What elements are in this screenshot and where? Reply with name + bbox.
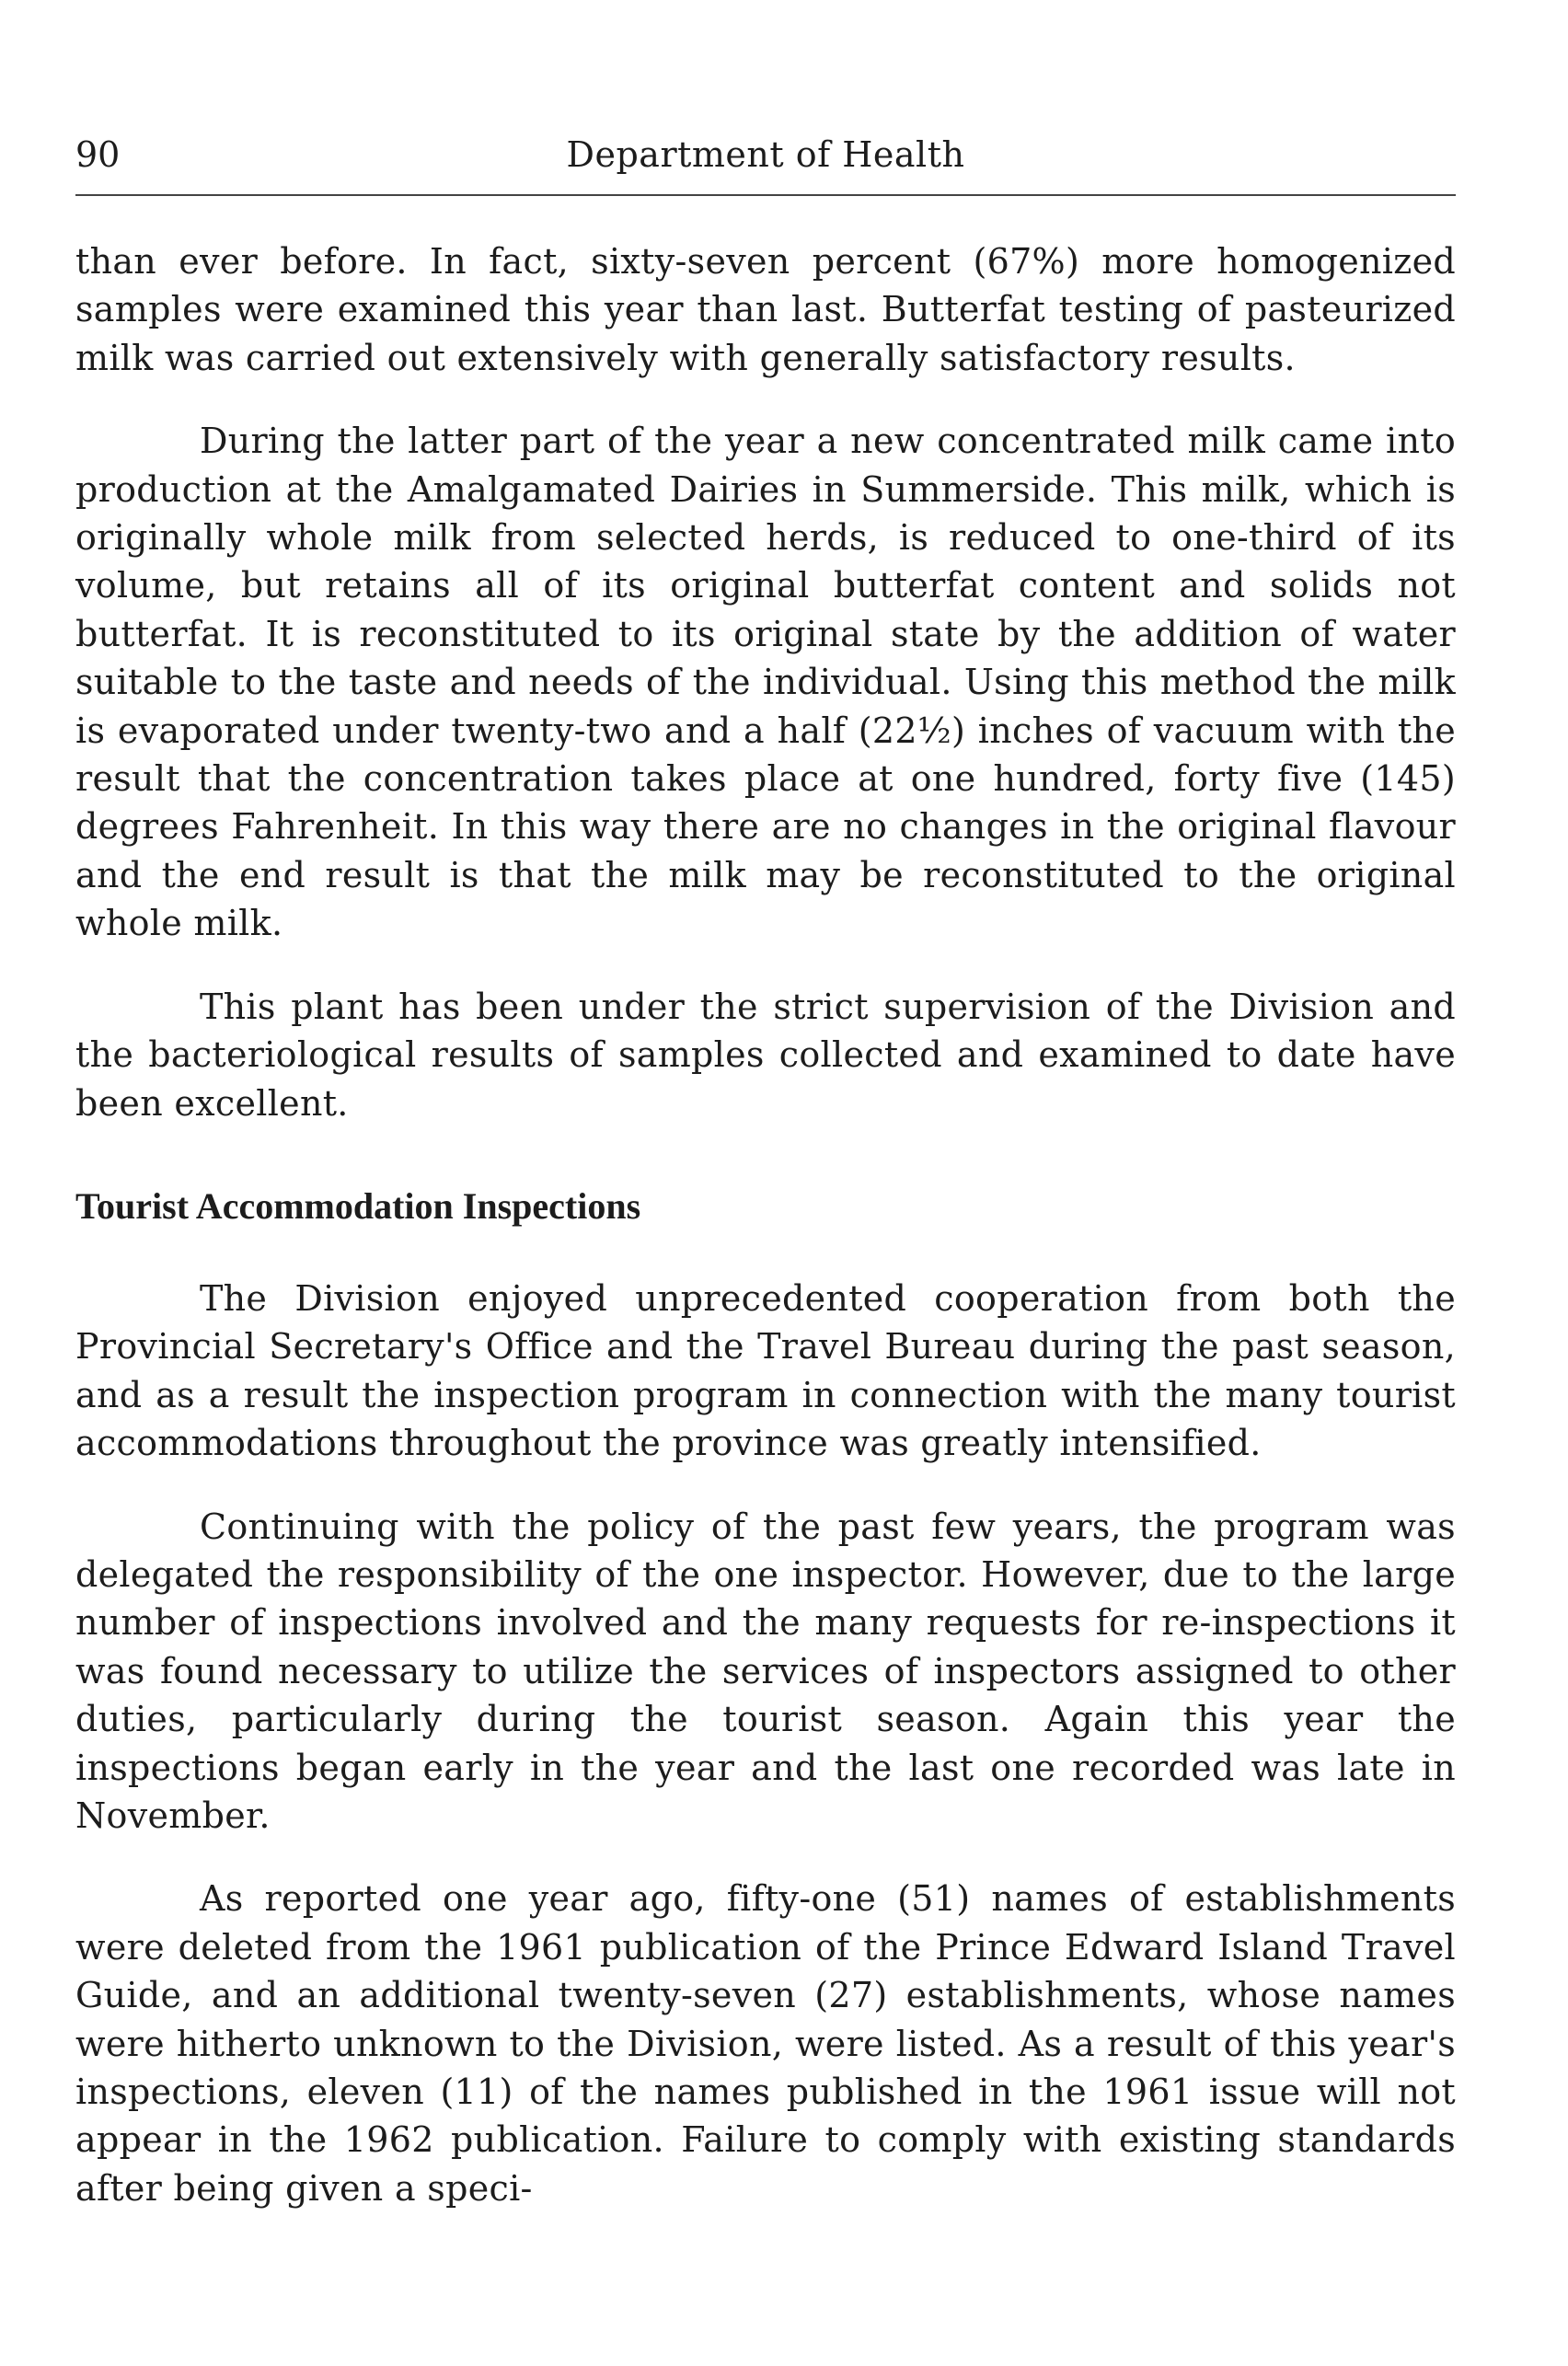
- paragraph-continuation: than ever before. In fact, sixty-seven percent (67%) more homogenized samples were examined this year than last. Butterfat testing of pasteurized milk was carried out extensively with generally satisfactory results.: [75, 241, 1456, 378]
- paragraph-plant-supervision: This plant has been under the strict supervision of the Division and the bacteriological results of samples collected and examined to date have been excellent.: [75, 986, 1456, 1124]
- running-header: [75, 127, 1456, 182]
- header-rule: [75, 194, 1456, 196]
- paragraph-policy: Continuing with the policy of the past few years, the program was delegated the responsibility of the one inspector. However, due to the large number of inspections involved and the many requests for re-inspections it was found necessary to utilize the services of inspectors assigned to other duties, particularly during the tourist season. Again this year the inspections began early in the year and the last one recorded was late in November.: [75, 1506, 1456, 1836]
- paragraph-cooperation: The Division enjoyed unprecedented cooperation from both the Provincial Secretary's Office and the Travel Bureau during the past season, and as a result the inspection program in connection with the many tourist accommodations throughout the province was greatly intensified.: [75, 1277, 1456, 1464]
- page-number: 90: [75, 134, 121, 175]
- paragraph-travel-guide: As reported one year ago, fifty-one (51) names of establishments were deleted from the 1961 publication of the Prince Edward Island Travel Guide, and an additional twenty-seven (27) establishments, whose names were hitherto unknown to the Division, were listed. As a result of this year's inspections, eleven (11) of the names published in the 1961 issue will not appear in the 1962 publication. Failure to comply with existing standards after being given a speci-: [75, 1878, 1456, 2209]
- body-text: [75, 237, 1456, 2212]
- paragraph-concentrated-milk: During the latter part of the year a new concentrated milk came into production at the Amalgamated Dairies in Summerside. This milk, which is originally whole milk from selected herds, is reduced to one-third of its volume, but retains all of its original butterfat content and solids not butterfat. It is reconstituted to its original state by the addition of water suitable to the taste and needs of the individual. Using this method the milk is evaporated under twenty-two and a half (22½) inches of vacuum with the result that the concentration takes place at one hundred, forty five (145) degrees Fahrenheit. In this way there are no changes in the original flavour and the end result is that the milk may be reconstituted to the original whole milk.: [75, 421, 1456, 944]
- section-heading: Tourist Accommodation Inspections: [75, 1184, 641, 1227]
- running-title: Department of Health: [566, 134, 965, 175]
- document-page: [75, 0, 1456, 2366]
